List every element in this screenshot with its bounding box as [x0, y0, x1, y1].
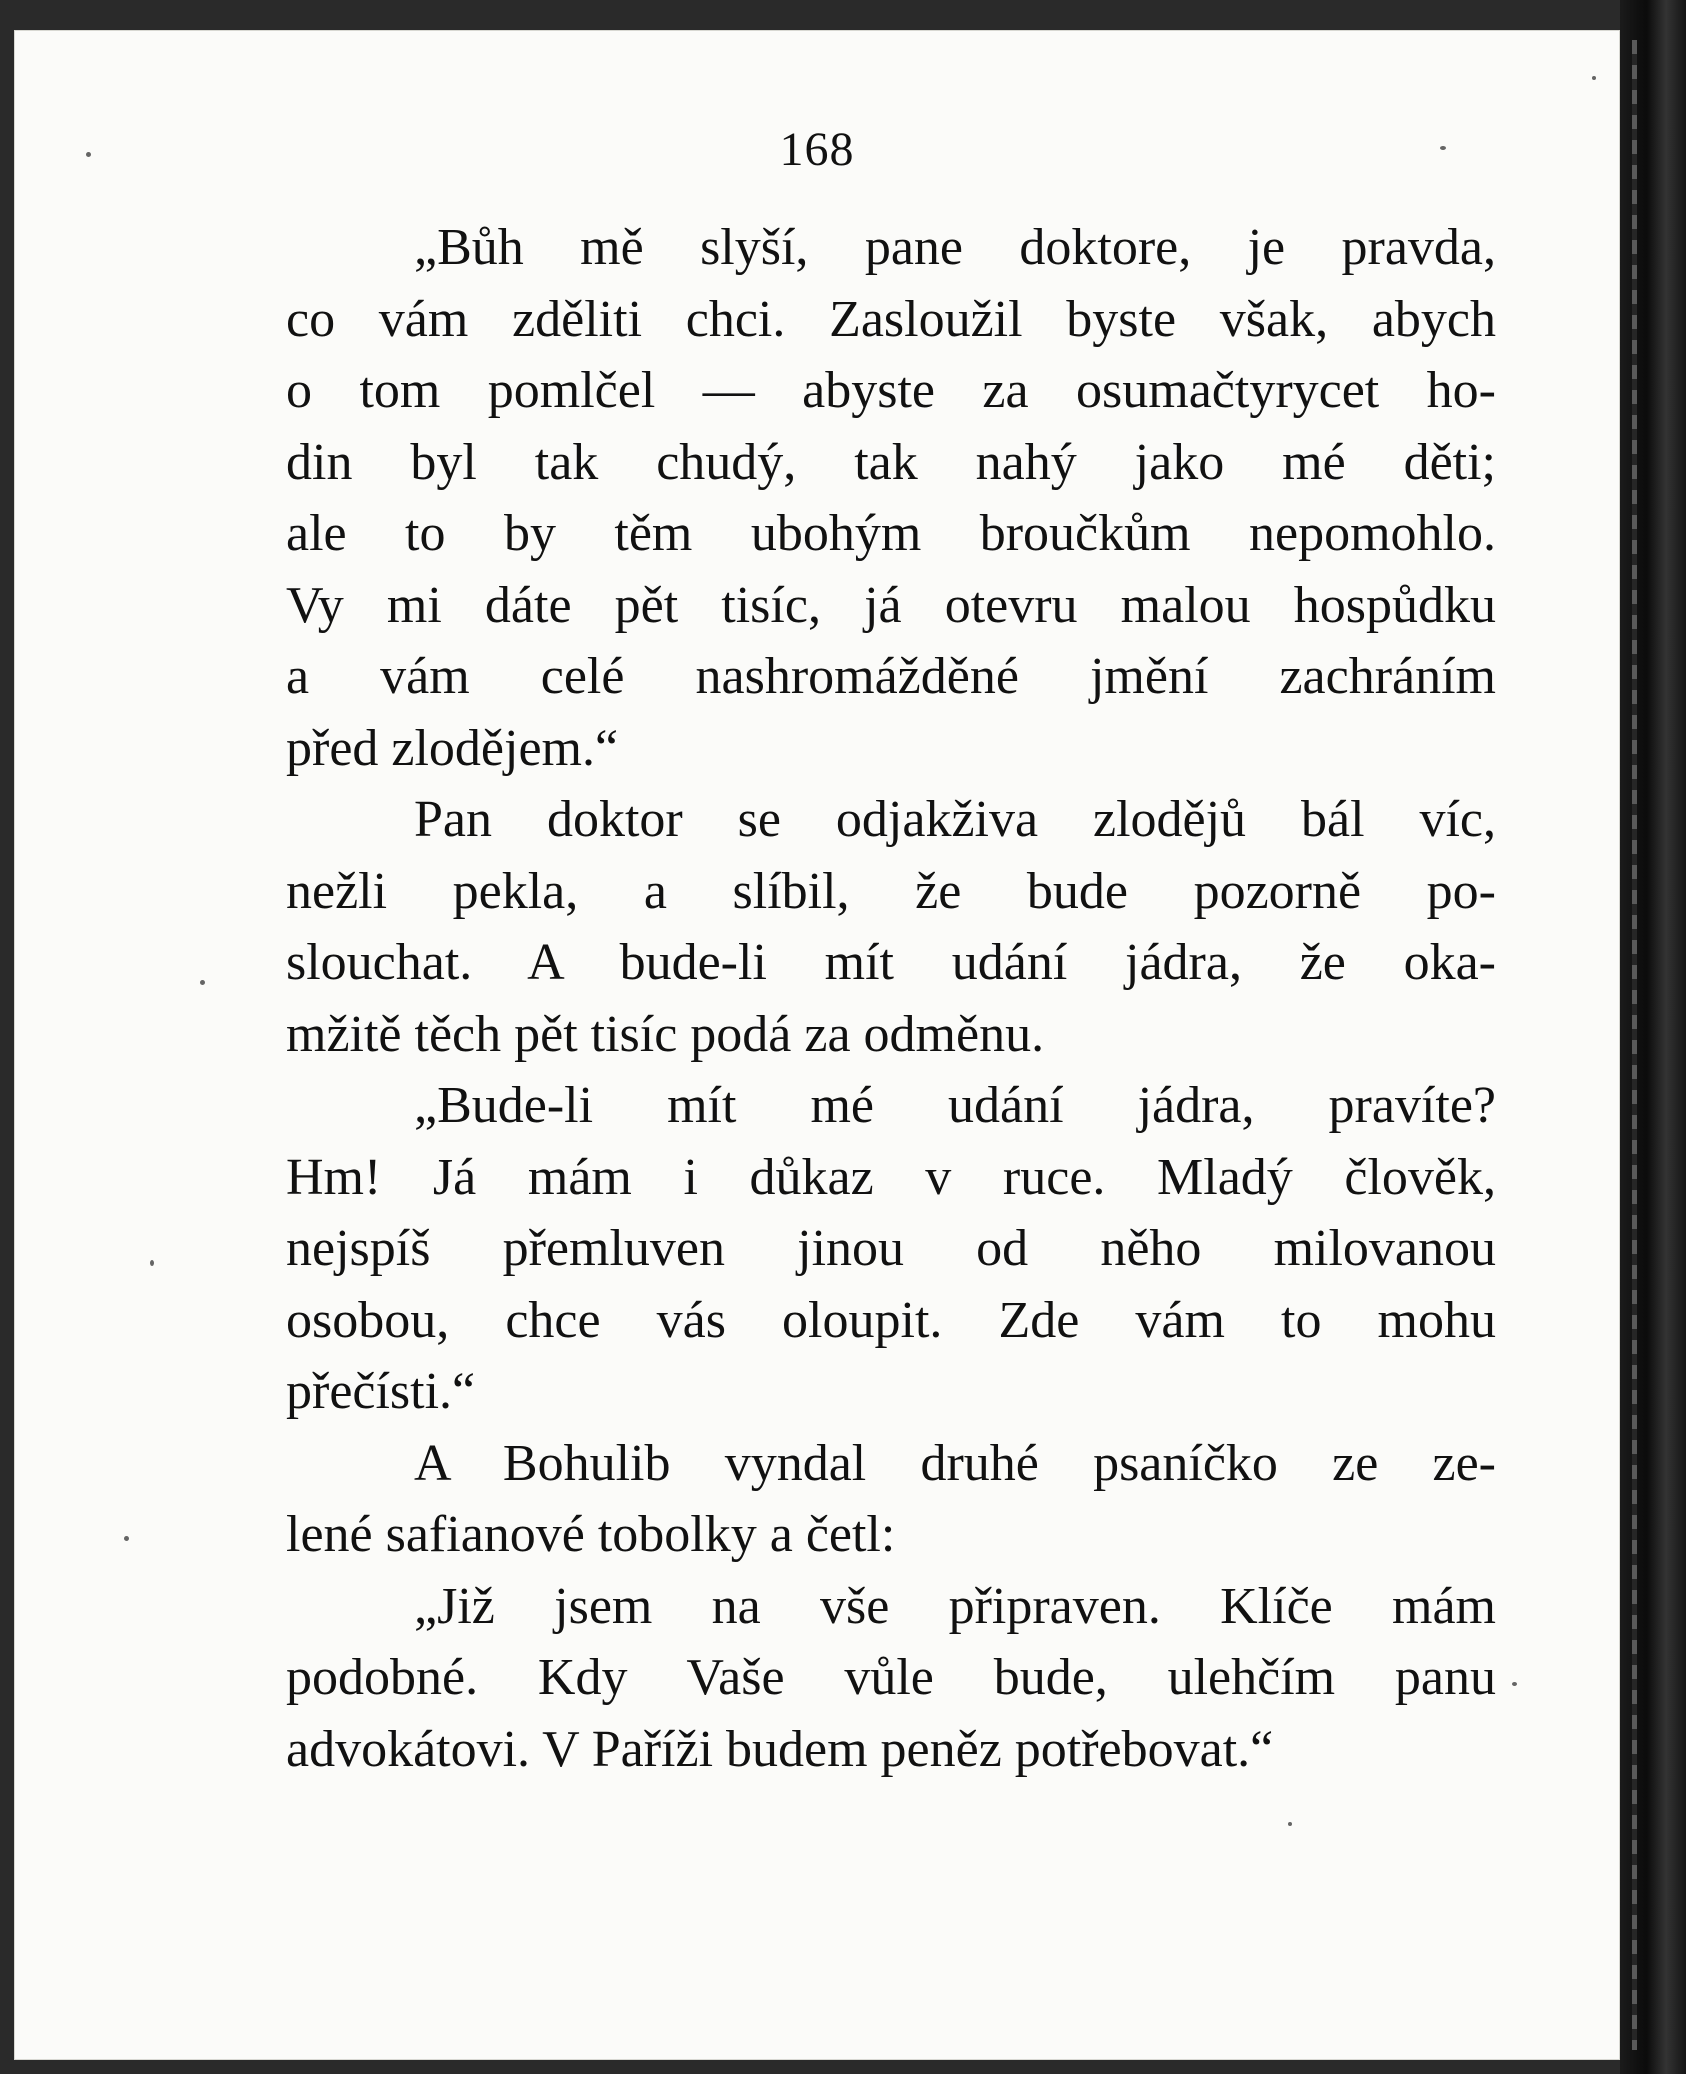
- paper-speck: [1440, 146, 1446, 150]
- text-line: Hm! Já mám i důkaz v ruce. Mladý člověk,: [286, 1148, 1496, 1206]
- text-line: din byl tak chudý, tak nahý jako mé děti;: [286, 433, 1496, 491]
- text-line: ale to by těm ubohým broučkům nepomohlo.: [286, 505, 1496, 562]
- page-text: [286, 212, 1496, 1785]
- text-line: a vám celé nashromážděné jmění zachráním: [286, 648, 1496, 705]
- book-spine: [1620, 0, 1686, 2074]
- paper-speck: [200, 980, 205, 985]
- paper-speck: [86, 152, 91, 157]
- text-line: Vy mi dáte pět tisíc, já otevru malou hospůdku: [286, 576, 1496, 634]
- paper-speck: [124, 1536, 129, 1541]
- text-line: nejspíš přemluven jinou od něho milovanou: [286, 1220, 1496, 1277]
- text-line: „Již jsem na vše připraven. Klíče mám: [414, 1577, 1496, 1635]
- paper-speck: [1512, 1682, 1517, 1686]
- text-line: Pan doktor se odjakživa zlodějů bál víc,: [414, 791, 1496, 848]
- paper-speck: [1288, 1822, 1292, 1826]
- book-page: [14, 30, 1620, 2060]
- text-line: advokátovi. V Paříži budem peněz potřebovat.“: [286, 1720, 1274, 1778]
- text-line: lené safianové tobolky a četl:: [286, 1506, 896, 1563]
- paper-speck: [150, 1260, 154, 1266]
- text-line: nežli pekla, a slíbil, že bude pozorně po-: [286, 862, 1496, 920]
- text-line: podobné. Kdy Vaše vůle bude, ulehčím panu: [286, 1649, 1496, 1706]
- text-line: A Bohulib vyndal druhé psaníčko ze ze-: [414, 1434, 1496, 1492]
- text-line: „Bude-li mít mé udání jádra, pravíte?: [414, 1077, 1496, 1134]
- paper-speck: [1592, 76, 1596, 80]
- text-line: před zlodějem.“: [286, 719, 619, 777]
- text-line: o tom pomlčel — abyste za osumačtyrycet ho-: [286, 362, 1496, 419]
- text-line: osobou, chce vás oloupit. Zde vám to mohu: [286, 1291, 1496, 1349]
- text-line: přečísti.“: [286, 1363, 476, 1420]
- text-line: „Bůh mě slyší, pane doktore, je pravda,: [414, 219, 1496, 276]
- spine-edge: [1632, 40, 1637, 2050]
- text-line: co vám zděliti chci. Zasloužil byste však, abych: [286, 290, 1496, 348]
- text-line: mžitě těch pět tisíc podá za odměnu.: [286, 1005, 1045, 1063]
- text-line: slouchat. A bude-li mít udání jádra, že oka-: [286, 934, 1496, 991]
- page-number: 168: [779, 123, 855, 176]
